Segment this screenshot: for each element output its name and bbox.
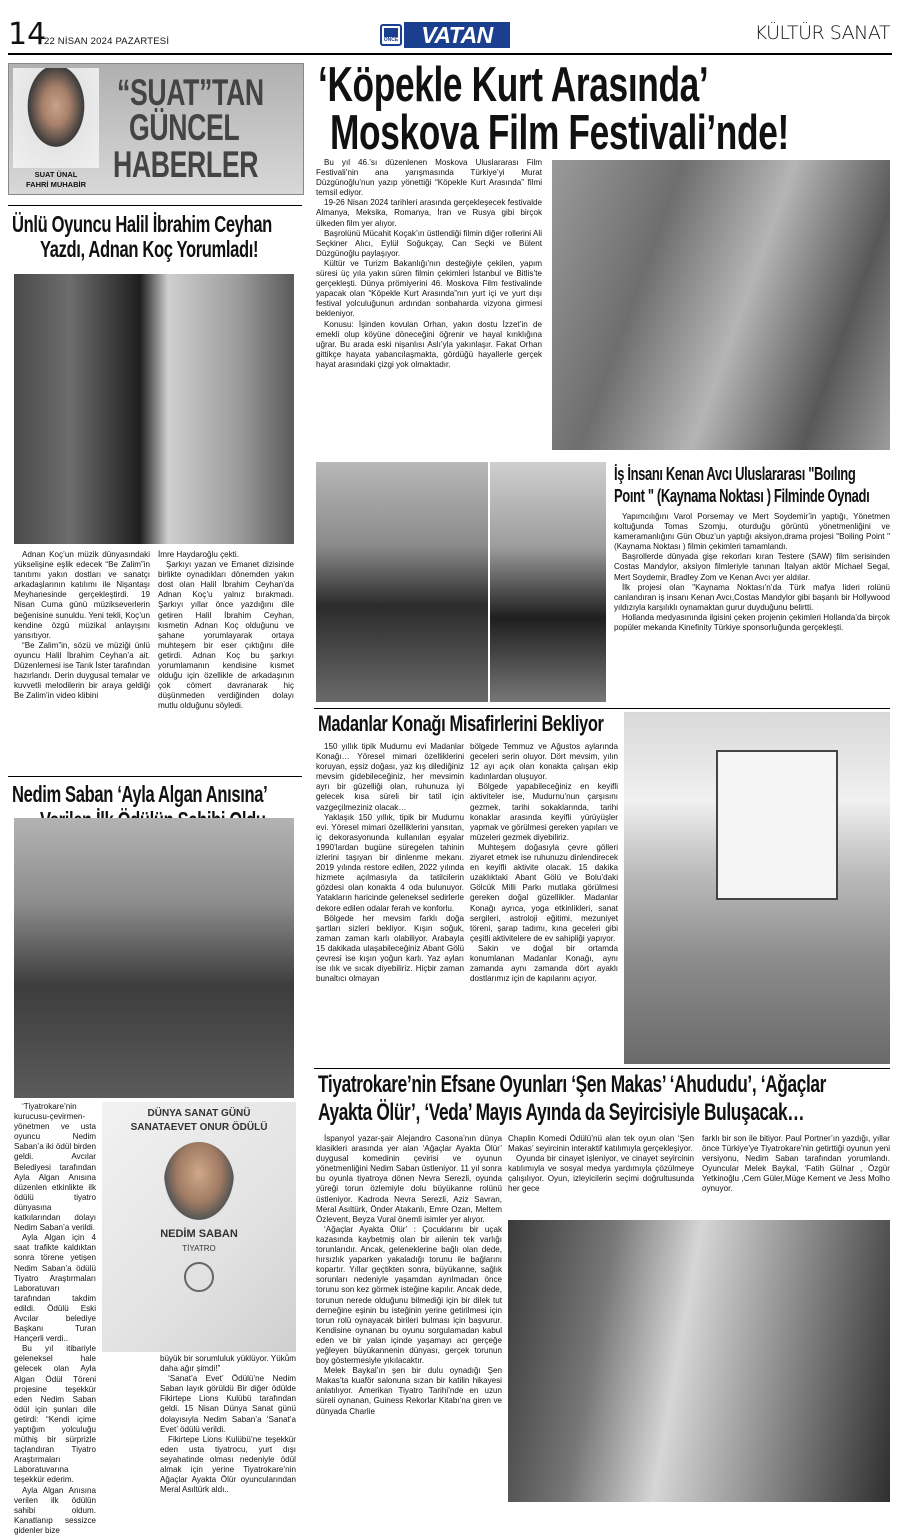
- plaque-name: NEDİM SABAN: [160, 1228, 238, 1240]
- page-number: 14: [8, 17, 47, 52]
- nedim-award-photo: [14, 818, 294, 1098]
- halil-headline-2: Yazdı, Adnan Koç Yorumladı!: [40, 236, 259, 262]
- nedim-paragraph: büyük bir sorumluluk yüklüyor. Yükü̈m daha ağır şimdi!”: [160, 1354, 296, 1374]
- tiyatrokare-paragraph: ‘Ağaçlar Ayakta Ölür’ : Çocuklarını bir uçak kazasında kaybetmiş olan bir ailenin tek varlığı torunlarıdır. Ancak, geleneklerine bağlı olan dede, hırsızlık yaparken yakaladığı torunu ile bağlarını kopartır. Yıllar geçtikten sonra, büyükanne, sağlık sorunları nedeniyle yaşamdan ayrılmadan önce torunu son kez görmek isteğine kapılır. Ancak dede, torunun nerede olduğunu bilmediği için bir dilek tut derneğine eşinin bu isteğinin yerine getirilmesi için torun rolü oynayacak birileri bulması için başvurur. Kendisine oynanan bu oyunu sorgulamadan kabul eden ve bir yalan içinde yaşamayı acı gerçeğe yeğleyen büyükannenin dünyası, gerçek torunun boy göstermesiyle yıkılacaktır.: [316, 1224, 502, 1366]
- tiyatrokare-paragraph: Chaplin Komedi Ödülü’nü alan tek oyun olan ‘Şen Makas’ seyircinin interaktif katılımıyla gerçekleşiyor.: [508, 1134, 694, 1154]
- lions-logo-icon: [184, 1262, 214, 1292]
- award-plaque-photo: [102, 1102, 296, 1352]
- lead-body: [316, 158, 542, 370]
- halil-headline-1: Ünlü Oyuncu Halil İbrahim Ceyhan: [12, 211, 272, 237]
- madanlar-paragraph: 150 yıllık tipik Mudurnu evi Madanlar Konağı… Yöresel mimari özelliklerini koruyan, eşsiz doğası, yaz kış dilediğiniz mevsim gidebileceğiniz, her mevsimin ayrı bir güzelliği olan, ruhunuza iyi gelecek kısa süreli bir tatil için vazgeçilmeziniz olacak…: [316, 742, 464, 812]
- nedim-col2: [160, 1354, 296, 1495]
- kenan-paragraph: İlk projesi olan "Kaynama Noktası’n’da Türk mafya lideri rolünü canlandıran iş insanı Kenan Avcı,Costas Mandylor gibi başarılı bir Hollywood yıldızıyla karşılıklı oynamaktan gurur duyduğunu belirtti.: [614, 582, 890, 612]
- lead-headline-1: ‘Köpekle Kurt Arasında’: [318, 58, 709, 112]
- author-name: SUAT ÜNAL: [34, 170, 78, 179]
- kenan-body: [614, 512, 890, 633]
- tiyatrokare-paragraph: İspanyol yazar-şair Alejandro Casona’nın dünya klasikleri arasında yer alan ‘Ağaçlar Ayakta Ölür’ duygusal komedinin çevirisi ve oyunun yönetmenliğini Nedim Saban üstleniyor. 11 yıl sonra bu oyunla tiyatroya dönen Nevra Serezli, oyunda yüreği torun özlemiyle dolu büyükanne rolünü üstleniyor. Kadroda Nevra Serezli, Aziz Savran, Meral Asıltürk, Önder Atakanlı, Emre Ozan, Meltem Özlevent, Beyza Vural önemli isimler yer alıyor.: [316, 1134, 502, 1224]
- column-title-1: “SUAT”TAN: [117, 72, 264, 113]
- tiyatrokare-paragraph: Oyunda bir cinayet işleniyor, ve cinayet seyircinin katılımıyla ve sosyal medya yardımıyla çözülmeye çalışılıyor. Oyun, izleyicilerin seçimi doğrultusunda her gece: [508, 1154, 694, 1194]
- madanlar-paragraph: Sakin ve doğal bir ortamda konumlanan Madanlar Konağı, aynı zamanda aynı zamanda dört ayaklı dostlarımız için de kapılarını açıyor.: [470, 943, 618, 984]
- lead-paragraph: Kültür ve Turizm Bakanlığı’nın desteğiyle çekilen, yapım süresi üç yıla yakın süren filmin çekimleri İstanbul ve Bitlis’te gerçekleşti. Dünya prömiyerini 46. Moskova Film festivalinde yapacak olan “Köpekle Kurt Arasında”nın yurt içi ve yurt dışı festival yolculuğunun ardından sonbaharda vizyona girmesi bekleniyor.: [316, 258, 542, 319]
- halil-paragraph: İmre Haydaroğlu çekti.: [158, 550, 239, 559]
- nedim-col1: [14, 1102, 96, 1536]
- nedim-paragraph: Ayla Algan için 4 saat trafikte kaldıktan sonra törene yetişen Nedim Saban’a ödülü Tiyatro Araştırmaları Laboratuvarı tarafından takdim edildi. Ödülü Eski Avcılar belediye Başkanı Turan Hançerli verdi..: [14, 1233, 96, 1344]
- vatan-logo: [380, 22, 510, 48]
- tiyatrokare-col3: [702, 1134, 890, 1195]
- madanlar-paragraph: Muhteşem doğasıyla çevre gölleri ziyaret etmek ise ruhunuzu dinlendirecek en keyifli aktivite olacak. 15 dakika uzaklıktaki Abant Gölü ve Bolu’daki Gölcük Milli Parkı mutlaka görülmesi gereken doğal güzellikler. Madanlar Konağı ayrıca, yoga etkinlikleri, sanat sergileri, astroloji eğitimi, mezuniyet töreni, şarap tadımı, kına geceleri gibi çeşitli aktivitelere de ev sahipliği yapıyor.: [470, 842, 618, 943]
- lead-paragraph: Konusu: İşinden kovulan Orhan, yakın dostu İzzet’in de emekli olup köyüne döneceğini öğrenir ve hayal kırıklığına uğrar. Bu arada eski nişanlısı Aslı’yla yakınlaşır. Fakat Orhan gittikçe hayata yabancılaşmakta, gördüğü hayallerle gerçek hayat arasındaki çizgi yok olmaktadır.: [316, 319, 542, 369]
- column-title-3: HABERLER: [113, 144, 259, 185]
- logo-text: VATAN: [404, 22, 510, 48]
- column-title-2: GÜNCEL: [129, 107, 240, 148]
- halil-col1: [14, 550, 150, 701]
- kenan-paragraph: Hollanda medyasınında ilgisini çeken projenin çekimleri Hollanda’da birçok popüler mekanda Kinefinity Türkiye sponsorluğunda gerçekleşti.: [614, 612, 890, 633]
- author-role: FAHRİ MUHABİR: [26, 180, 86, 189]
- lead-paragraph: 19-26 Nisan 2024 tarihleri arasında gerçekleşecek festivalde Almanya, Meksika, Romanya, İran ve Rusya gibi birçok ülkeden film yer alıyor.: [316, 198, 542, 228]
- plaque-title-2: SANATAEVET ONUR ÖDÜLÜ: [130, 1122, 268, 1133]
- madanlar-paragraph: Yaklaşık 150 yıllık, tipik bir Mudurnu evi. Yöresel mimari özelliklerini yansıtan, iç dekorasyonunda kullanılan eşyalar 1990’lardan bugüne süregelen tahinin izlerini taşıyan bir dinlenme mekanı. 2019 yılında restore edilen, 2022 yılında hizmete açılmasıyla da tatilcilerin gözdesi olan konakta 4 oda bulunuyor. Yatakların haricinde geleneksel sedirlerle dekore edilen odalar ferah ve konforlu.: [316, 812, 464, 913]
- halil-paragraph: Şarkıyı yazan ve Emanet dizisinde birlikte oynadıkları dönemden yakın dost olan Halil İbrahim Ceyhan’da Adnan Koç’u yalnız bırakmadı. Şarkıyı yıllar önce yazdığını dile getiren Halil İbrahim Ceyhan, kısmetin Adnan Koç olduğunu ve şahane yorumlayarak ortaya muhteşem bir eser çıktığını dile getirdi. Adnan Koç bu şarkıyı yorumlamanın kendisine kısmet olduğu için özellikle de arkadaşının çok cömert davranarak hiç düşünmeden verdiğinden dolayı mutlu olduğunu söyledi.: [158, 560, 294, 711]
- kenan-paragraph: Yapımcılığını Varol Porsemay ve Mert Soydemir’in yaptığı, Yönetmen koltuğunda Tomas Szomju, oturduğu görüntü yönetmenliğini ve kameramanlığını Gün Obuz’un yaptığı aksiyon,drama projesi "Boiling Point " (Kaynama Noktası ) filmin çekimleri tamamlandı.: [614, 512, 890, 552]
- nedim-paragraph: Ayla Algan Anısına verilen ilk ödülün sahibi oldum. Kanatlanıp sessizce gidenler bize: [14, 1485, 96, 1535]
- kenan-headline-1: İş İnsanı Kenan Avcı Uluslararası "Boılıng: [614, 464, 856, 484]
- section-rule: [314, 1068, 890, 1069]
- tiyatrokare-paragraph: farklı bir son ile bitiyor. Paul Portner’ın yazdığı, yıllar önce Türkiye’ye Tiyatrokare’nin getirttiği oyunun yeni versiyonu, Nedim Saban tarafından yorumlandı. Oyuncular Melek Baykal, ‘Fatih Gülnar , Özgür Yetkinoğlu ,Cem Güler,Müge Kement ve Jess Molho oynuyor.: [702, 1134, 890, 1194]
- tiyatrokare-headline-2: Ayakta Ölür’, ‘Veda’ Mayıs Ayında da Seyircisiyle Buluşacak…: [318, 1099, 805, 1126]
- logo-tag: ÖNCE: [383, 37, 399, 43]
- tiyatrokare-paragraph: Melek Baykal’ın şen bir dulu oynadığı Şen Makas’ta kuaför salonuna sızan bir katilin hikayesi anlatılıyor. Amerikan Tiyatro Tarihi’nde en uzun süreli oynanan, Guiness Rekorlar Kitabı’na giren ve dünyada Charlie: [316, 1366, 502, 1416]
- halil-paragraph: Adnan Koç’un müzik dünyasındaki yükselişine eşlik edecek “Be Zalim”in tanıtımı yakın dostları ve sanatçı arkadaşlarının katılımı ile Nişantaşı Meyhanesinde gerçekleştirdi. 19 Nisan Cuma günü müzikseverlerin beğenisine sunuldu. Yeni tekli, Koç’un kendine özgü müzikal anlayışını yansıtıyor.: [14, 550, 150, 640]
- lead-headline-2: Moskova Film Festivali’nde!: [330, 106, 789, 160]
- tiyatrokare-col2: [508, 1134, 694, 1195]
- madanlar-col1: [316, 742, 464, 984]
- tiyatrokare-col1: [316, 1134, 502, 1417]
- kenan-photo-2: [490, 462, 606, 702]
- madanlar-paragraph: bölgede Temmuz ve Ağustos aylarında geceleri serin oluyor. Dört mevsim, yılın 12 ayı açık olan konakta çalışan ekip kadınlardan oluşuyor.: [470, 742, 618, 782]
- issue-date: 22 NİSAN 2024 PAZARTESİ: [44, 36, 170, 47]
- section-rule: [314, 708, 890, 709]
- author-photo: [13, 68, 99, 168]
- nedim-paragraph: ‘Sanat’a Evet’ Ödülü’ne Nedim Saban layık görüldü Bir diğer ödülde Fikirtepe Lions Kulübü tarafından geldi. 15 Nisan Dünya Sanat günü dolayısıyla Nedim Saban’a ‘Sanat’a Evet’ ödülü verildi.: [160, 1374, 296, 1434]
- logo-badge-icon: [380, 24, 402, 46]
- mansion-building: [716, 750, 838, 900]
- nedim-paragraph: Fikirtepe Lions Kulübü’ne teşekkür eden usta tiyatrocu, yurt dışı seyahatinde olması nedeniyle ödül almak için yerine Tiyatrokare’nin Ağaçlar Ayakta Ölür oyuncularından Meral Asıltürk aldı..: [160, 1434, 296, 1495]
- tiyatrokare-headline-1: Tiyatrokare’nin Efsane Oyunları ‘Şen Makas’ ‘Ahududu’, ‘Ağaçlar: [318, 1071, 827, 1098]
- section-rule: [8, 205, 302, 206]
- kenan-paragraph: Başrollerde dünyada gişe rekorları kıran Testere (SAW) film serisinden Costas Mandylor, aksiyon filmleriyle tanınan İtalyan aktör Michael Segal, Mert Soydemir, Bradley Zom ve Kenan Avcı yer aldılar.: [614, 552, 890, 582]
- theatre-stage-photo: [508, 1220, 890, 1502]
- mansion-photo: [624, 712, 890, 1064]
- madanlar-col2: [470, 742, 618, 984]
- section-name: KÜLTÜR SANAT: [754, 22, 890, 44]
- nedim-paragraph: Bu yıl itibariyle geleneksel hale gelecek olan Ayla Algan Ödül Töreni projesine teşekkür eden Nedim Saban ödül için şunları dile getirdi: “Kendi içime yaptığım yolculuğu müthiş bir sürprizle taçlandıran Tiyatro Araştırmaları Laboratuvarına teşekkür ederim.: [14, 1344, 96, 1485]
- nedim-headline-1: Nedim Saban ‘Ayla Algan Anısına’: [12, 781, 268, 807]
- plaque-role: TİYATRO: [182, 1244, 216, 1253]
- film-still-photo: [552, 160, 890, 450]
- nedim-paragraph: ‘Tiyatrokare’nin kurucusu-çevirmen-yönetmen ve usta oyuncu Nedim Saban’a iki ödül birden geldi. Avcılar Belediyesi tarafından Ayla Algan Anısına düzenlen etkinlikte ilk ödülü tiyatro dünyasına katkılarından dolayı Nedim Saban’a verildi.: [14, 1102, 96, 1233]
- madanlar-paragraph: Bölgede her mevsim farklı doğa şartları sizleri bekliyor. Kışın soğuk, zaman zaman karlı olabiliyor. Arabayla 15 dakikada ulaşabileceğiniz Abant Gölü çevresi ise kışın yoğun karlı. Yaz ayları ise ılık ve sıcak diyebiliriz. Hiçbir zaman bunaltıcı olmayan: [316, 913, 464, 984]
- halil-adnan-photo: [14, 274, 294, 544]
- section-rule: [8, 776, 302, 777]
- kenan-photo-1: [316, 462, 488, 702]
- column-box: [8, 63, 304, 195]
- header-rule: [8, 53, 892, 55]
- lead-paragraph: Bu yıl 46.’sı düzenlenen Moskova Uluslararası Film Festivali’nin ana yarışmasında Türkiye’yi Murat Düzgünoğlu’nun yazıp yönettiği “Köpekle Kurt Arasında” filmi temsil ediyor.: [316, 158, 542, 198]
- lead-paragraph: Başrolünü Mücahit Koçak’ın üstlendiği filmin diğer rollerini Ali Seçkiner Alıcı, Eylül Soğukçay, Can Seçki ve Bülent Düzgünoğlu paylaşıyor.: [316, 228, 542, 258]
- kenan-headline-2: Poınt " (Kaynama Noktası ) Filminde Oynadı: [614, 486, 870, 506]
- plaque-title-1: DÜNYA SANAT GÜNÜ: [147, 1108, 251, 1119]
- halil-col2: [158, 550, 294, 712]
- plaque-portrait: [164, 1142, 234, 1220]
- halil-paragraph: “Be Zalim”in, sözü ve müziği ünlü oyuncu Halil İbrahim Ceyhan’a ait. Düzenlemesi ise Tarık İster tarafından hazırlandı. Derin duygusal temalar ve kuvvetli melodilerin bir araya geldiği Be Zalim’in video klibini: [14, 640, 150, 701]
- madanlar-headline: Madanlar Konağı Misafirlerini Bekliyor: [318, 711, 604, 736]
- madanlar-paragraph: Bölgede yapabileceğiniz en keyifli aktiviteler ise, Mudurnu’nun çarşısını gezmek, tarihi sokaklarında, tarihi konaklar arasında keyifli yürüyüşler yapmak ve görülmesi gereken yapıları ve müzeleri gezmek diyebiliriz.: [470, 782, 618, 842]
